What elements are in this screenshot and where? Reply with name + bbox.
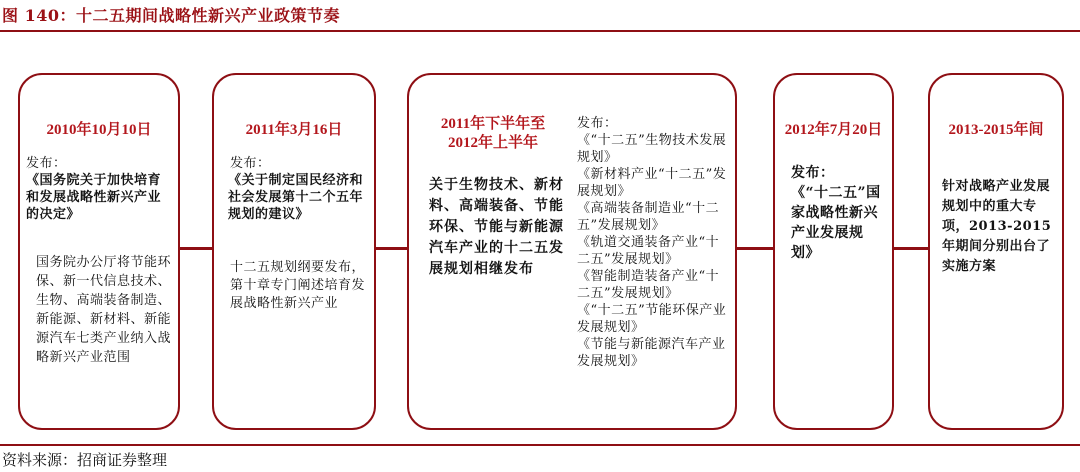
policy-document-item: 《节能与新能源汽车产业发展规划》 [577, 337, 726, 369]
milestone-box-4 [773, 73, 894, 430]
policy-document-item: 《“十二五”生物技术发展规划》 [577, 133, 727, 165]
milestone-date-2: 2011年3月16日 [245, 122, 343, 138]
policy-document-item: 《轨道交通装备产业“十二五”发展规划》 [577, 235, 720, 267]
policy-document-item: 《智能制造装备产业“十二五”发展规划》 [577, 269, 720, 301]
milestone-date-3: 2011年下半年至2012年上半年 [440, 116, 546, 151]
figure-title: 图 140：十二五期间战略性新兴产业政策节奏 [2, 6, 340, 25]
milestone-box-1 [18, 73, 180, 430]
policy-document-4: 《“十二五”国家战略性新兴产业发展规划》 [791, 185, 881, 261]
phase-summary: 关于生物技术、新材料、高端装备、节能环保、节能与新能源汽车产业的十二五发展规划相继发布 [429, 177, 564, 277]
policy-document-item: 《高端装备制造业“十二五”发展规划》 [577, 201, 720, 233]
connector-3-4 [735, 247, 775, 250]
milestone-box-2 [212, 73, 376, 430]
publish-label-4: 发布： [791, 165, 835, 181]
policy-document-item: 《新材料产业“十二五”发展规划》 [577, 167, 727, 199]
policy-document-1: 《国务院关于加快培育和发展战略性新兴产业的决定》 [26, 173, 162, 222]
bottom-rule [0, 444, 1080, 446]
policy-document-item: 《“十二五”节能环保产业发展规划》 [577, 303, 727, 335]
milestone-description-5: 针对战略产业发展规划中的重大专项，2013-2015年期间分别出台了实施方案 [942, 179, 1052, 274]
milestone-date-4: 2012年7月20日 [784, 122, 883, 138]
source-note: 资料来源：招商证券整理 [2, 451, 168, 469]
publish-label-2: 发布： [230, 156, 271, 171]
publish-label-1: 发布： [26, 156, 67, 171]
connector-1-2 [178, 247, 214, 250]
milestone-box-3 [407, 73, 737, 430]
milestone-description-1: 国务院办公厅将节能环保、新一代信息技术、生物、高端装备制造、新能源、新材料、新能源汽车七类产业纳入战略新兴产业范围 [36, 255, 172, 365]
milestone-date-5: 2013-2015年间 [948, 122, 1044, 138]
milestone-description-2: 十二五规划纲要发布，第十章专门阐述培育发展战略性新兴产业 [230, 260, 366, 311]
policy-document-2: 《关于制定国民经济和社会发展第十二个五年规划的建议》 [228, 173, 364, 222]
publish-label-3: 发布： [577, 116, 618, 131]
milestone-box-5 [928, 73, 1064, 430]
connector-4-5 [892, 247, 930, 250]
milestone-date-1: 2010年10月10日 [46, 122, 152, 138]
top-rule [0, 30, 1080, 32]
connector-2-3 [375, 247, 409, 250]
policy-document-list [577, 132, 729, 370]
